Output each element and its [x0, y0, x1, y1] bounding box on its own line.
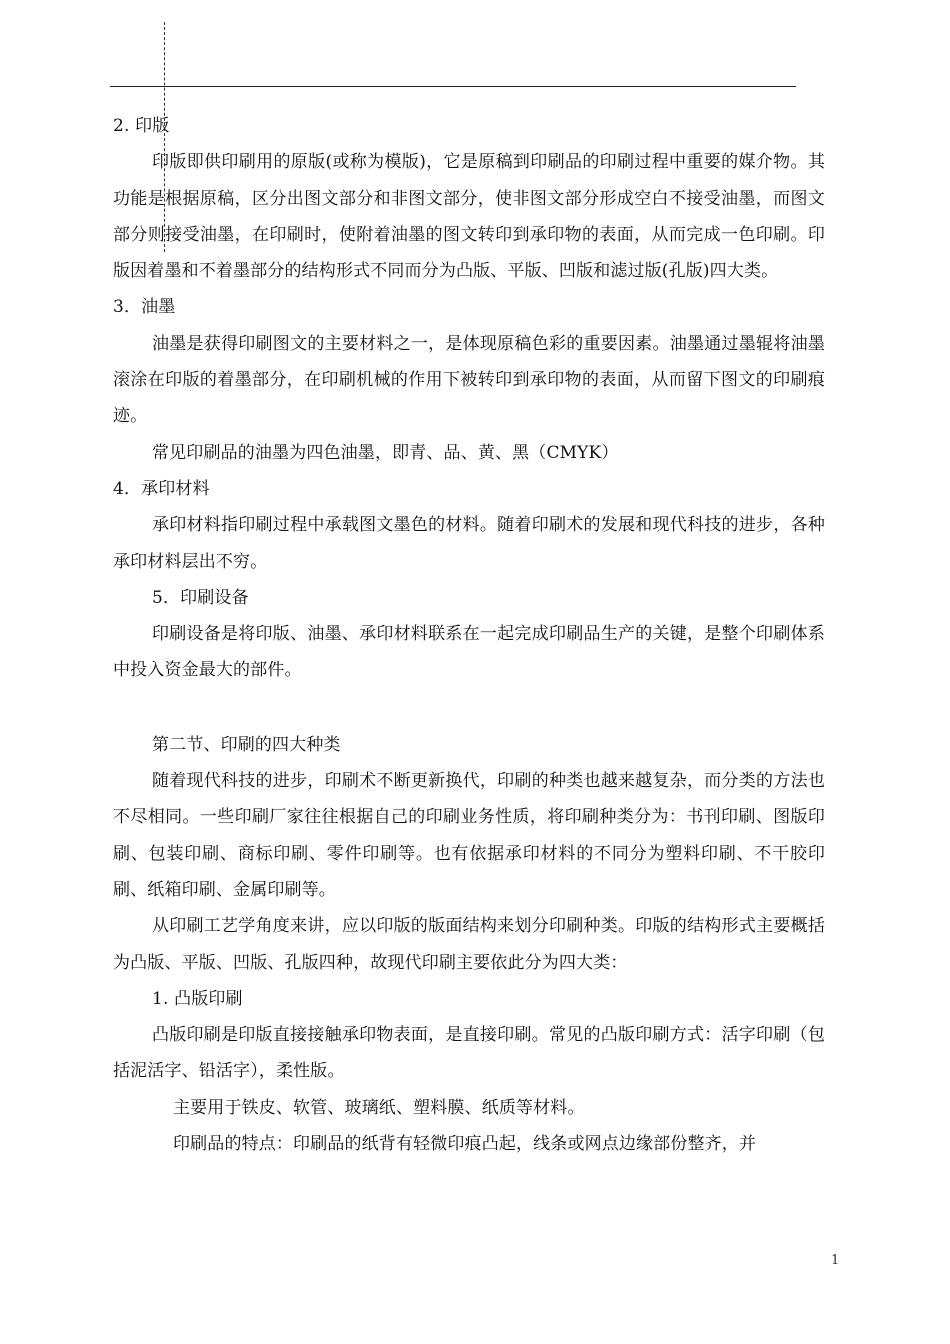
paragraph-printing-plate: 印版即供印刷用的原版(或称为模版)，它是原稿到印刷品的印刷过程中重要的媒介物。其功能是根据原稿，区分出图文部分和非图文部分，使非图文部分形成空白不接受油墨，而图文部分则接受油墨，在印刷时，使附着油墨的图文转印到承印物的表面，从而完成一色印刷。印版因着墨和不着墨部分的结构形式不同而分为凸版、平版、凹版和滤过版(孔版)四大类。 — [113, 152, 825, 282]
section-heading-equipment: 5．印刷设备 — [152, 587, 249, 608]
section-heading-substrate: 4．承印材料 — [113, 478, 210, 499]
paragraph-ink-cmyk: 常见印刷品的油墨为四色油墨，即青、品、黄、黑（CMYK） — [152, 442, 619, 463]
header-rule — [110, 86, 796, 87]
section-heading-ink: 3．油墨 — [113, 297, 176, 318]
section-heading-printing-plate: 2. 印版 — [113, 116, 170, 136]
page-number: 1 — [831, 1253, 840, 1268]
paragraph-equipment: 印刷设备是将印版、油墨、承印材料联系在一起完成印刷品生产的关键，是整个印刷体系中投入资金最大的部件。 — [113, 624, 825, 681]
paragraph-relief-printing: 凸版印刷是印版直接接触承印物表面，是直接印刷。常见的凸版印刷方式：活字印刷（包括泥活字、铅活字），柔性版。 — [113, 1025, 825, 1082]
paragraph-process-perspective: 从印刷工艺学角度来讲，应以印版的版面结构来划分印刷种类。印版的结构形式主要概括为凸版、平版、凹版、孔版四种，故现代印刷主要依此分为四大类： — [113, 916, 825, 973]
paragraph-ink: 油墨是获得印刷图文的主要材料之一，是体现原稿色彩的重要因素。油墨通过墨辊将油墨滚涂在印版的着墨部分，在印刷机械的作用下被转印到承印物的表面，从而留下图文的印刷痕迹。 — [113, 333, 825, 427]
chapter-heading-four-types: 第二节、印刷的四大种类 — [152, 734, 341, 755]
paragraph-classification: 随着现代科技的进步，印刷术不断更新换代，印刷的种类也越来越复杂，而分类的方法也不尽相同。一些印刷厂家往往根据自己的印刷业务性质，将印刷种类分为：书刊印刷、图版印刷、包装印刷、商标印刷、零件印刷等。也有依据承印材料的不同分为塑料印刷、不干胶印刷、纸箱印刷、金属印刷等。 — [113, 771, 825, 900]
paragraph-relief-uses: 主要用于铁皮、软管、玻璃纸、塑料膜、纸质等材料。 — [173, 1097, 585, 1118]
section-heading-relief-printing: 1. 凸版印刷 — [152, 988, 243, 1009]
paragraph-relief-features: 印刷品的特点：印刷品的纸背有轻微印痕凸起，线条或网点边缘部份整齐，并 — [173, 1134, 757, 1155]
document-body — [113, 108, 825, 1162]
paragraph-substrate: 承印材料指印刷过程中承载图文墨色的材料。随着印刷术的发展和现代科技的进步，各种承印材料层出不穷。 — [113, 515, 825, 572]
section-gap — [113, 689, 825, 727]
